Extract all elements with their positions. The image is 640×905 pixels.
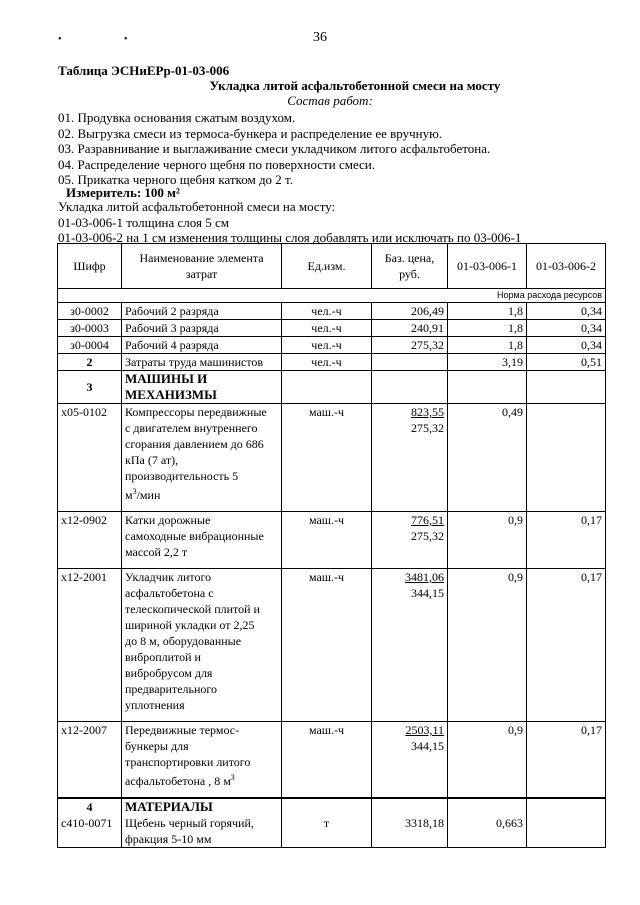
price-cell: 275,32: [372, 337, 448, 354]
description-line: 01-03-006-1 толщина слоя 5 см: [58, 214, 229, 230]
value1-cell: 0,9: [448, 722, 527, 799]
name-line: вибробрусом для: [125, 666, 213, 680]
name-line: предварительного: [125, 682, 218, 696]
name-line: транспортировки литого: [125, 755, 251, 769]
table-row: [58, 815, 606, 848]
base-price: 3481,06: [405, 570, 444, 584]
name-cell: [122, 404, 282, 512]
name-line: до 8 м, оборудованные: [125, 634, 242, 648]
table-title: Таблица ЭСНиЕРр-01-03-006: [58, 63, 230, 78]
value2-cell: 0,17: [527, 569, 606, 722]
section-name-line: МЕХАНИЗМЫ: [125, 387, 217, 402]
value2-cell: [527, 798, 606, 815]
code-cell: 2: [58, 354, 122, 371]
price-cell: [372, 354, 448, 371]
value1-cell: 0,663: [448, 815, 527, 848]
name-cell: [122, 815, 282, 848]
value2-cell: 0,34: [527, 303, 606, 320]
page-number: 36: [313, 30, 327, 45]
name-line: Катки дорожные: [125, 513, 211, 527]
unit-cell: чел.-ч: [282, 320, 372, 337]
price-cell: [372, 722, 448, 799]
unit-cell: т: [282, 815, 372, 848]
value2-cell: [527, 371, 606, 404]
norm-label: Норма расхода ресурсов: [58, 289, 606, 303]
name-cell: Рабочий 2 разряда: [122, 303, 282, 320]
section-code: 3: [58, 371, 122, 404]
price-cell: 206,49: [372, 303, 448, 320]
header-col2: 01-03-006-2: [527, 244, 606, 289]
machinist-row: [58, 354, 606, 371]
name-line: $м^3$/мин: [125, 487, 161, 502]
code-cell: з0-0003: [58, 320, 122, 337]
description-line: 01-03-006-2 на 1 см изменения толщины слоя добавлять или исключать по 03-006-1: [58, 230, 522, 245]
code-cell: х05-0102: [58, 404, 122, 512]
machinist-price: 344,15: [411, 586, 444, 600]
machines-section-row: [58, 371, 606, 404]
table-row: [58, 512, 606, 569]
table-row: [58, 569, 606, 722]
price-cell: [372, 371, 448, 404]
name-cell: Рабочий 3 разряда: [122, 320, 282, 337]
price-cell: 240,91: [372, 320, 448, 337]
table-subtitle: Укладка литой асфальтобетонной смеси на мосту: [209, 78, 501, 93]
value1-cell: 0,9: [448, 569, 527, 722]
section-name: МАТЕРИАЛЫ: [122, 798, 282, 815]
name-line: Компрессоры передвижные: [125, 405, 267, 419]
machinist-price: 275,32: [411, 421, 444, 435]
work-item: 01. Продувка основания сжатым воздухом.: [58, 110, 296, 125]
value1-cell: 0,49: [448, 404, 527, 512]
value1-cell: 0,9: [448, 512, 527, 569]
unit-cell: маш.-ч: [282, 722, 372, 799]
machinist-price: 275,32: [411, 529, 444, 543]
works-list: [58, 110, 490, 188]
name-line: уплотнения: [125, 698, 185, 712]
price-cell: 3318,18: [372, 815, 448, 848]
base-price: 823,55: [411, 405, 444, 419]
section-name-line: МАШИНЫ И: [125, 371, 208, 386]
meter: Измеритель: 100 м²: [66, 185, 180, 200]
name-cell: Затраты труда машинистов: [122, 354, 282, 371]
value2-cell: 0,34: [527, 337, 606, 354]
materials-section-row: [58, 798, 606, 815]
unit-cell: маш.-ч: [282, 404, 372, 512]
price-cell: [372, 798, 448, 815]
unit-cell: маш.-ч: [282, 569, 372, 722]
name-cell: [122, 512, 282, 569]
table-body: [58, 289, 606, 848]
value2-cell: 0,17: [527, 512, 606, 569]
header-col1: 01-03-006-1: [448, 244, 527, 289]
unit-cell: чел.-ч: [282, 303, 372, 320]
section-name: [122, 371, 282, 404]
value1-cell: [448, 371, 527, 404]
name-line: бункеры для: [125, 739, 189, 753]
table-row: [58, 337, 606, 354]
header-name: Наименование элемента затрат: [122, 244, 282, 289]
value2-cell: 0,34: [527, 320, 606, 337]
description-line: Укладка литой асфальтобетонной смеси на мосту:: [58, 199, 336, 214]
value1-cell: 1,8: [448, 320, 527, 337]
code-cell: з0-0002: [58, 303, 122, 320]
table-row: [58, 404, 606, 512]
table-row: [58, 722, 606, 799]
code-cell: х12-2007: [58, 722, 122, 799]
name-line: Щебень черный горячий,: [125, 816, 254, 830]
name-line: кПа (7 ат),: [125, 453, 179, 467]
scan-marks: • •: [58, 34, 158, 45]
unit-cell: маш.-ч: [282, 512, 372, 569]
code-cell: х12-0902: [58, 512, 122, 569]
value2-cell: [527, 404, 606, 512]
section-code: 4: [58, 798, 122, 815]
name-line: телескопической плитой и: [125, 602, 260, 616]
table-row: [58, 303, 606, 320]
value1-cell: 1,8: [448, 337, 527, 354]
value2-cell: 0,17: [527, 722, 606, 799]
base-price: 776,51: [411, 513, 444, 527]
name-line: асфальтобетона , 8 $м^3$: [125, 773, 235, 788]
name-line: асфальтобетона с: [125, 586, 214, 600]
name-line: сгорания давлением до 686: [125, 437, 264, 451]
table-row: [58, 320, 606, 337]
machinist-price: 344,15: [411, 739, 444, 753]
work-item: 03. Разравнивание и выглаживание смеси укладчиком литого асфальтобетона.: [58, 141, 491, 156]
work-item: 05. Прикатка черного щебня катком до 2 т.: [58, 172, 294, 187]
value1-cell: 3,19: [448, 354, 527, 371]
name-line: Передвижные термос-: [125, 723, 240, 737]
value1-cell: [448, 798, 527, 815]
price-cell: [372, 512, 448, 569]
name-cell: [122, 722, 282, 799]
name-line: массой 2,2 т: [125, 545, 188, 559]
resource-table: [57, 243, 606, 848]
header-price: Баз. цена, руб.: [372, 244, 448, 289]
name-line: виброплитой и: [125, 650, 201, 664]
work-item: 02. Выгрузка смеси из термоса-бункера и распределение ее вручную.: [58, 125, 443, 141]
value2-cell: 0,51: [527, 354, 606, 371]
works-title: Состав работ:: [287, 93, 373, 108]
unit-cell: [282, 798, 372, 815]
name-cell: Рабочий 4 разряда: [122, 337, 282, 354]
base-price: 2503,11: [405, 723, 444, 737]
name-line: Укладчик литого: [125, 570, 212, 584]
description: [58, 199, 521, 246]
code-cell: х12-2001: [58, 569, 122, 722]
table-header: [58, 244, 606, 289]
name-cell: [122, 569, 282, 722]
name-line: фракция 5-10 мм: [125, 832, 212, 846]
unit-cell: чел.-ч: [282, 337, 372, 354]
code-cell: с410-0071: [58, 815, 122, 848]
name-line: производительность 5: [125, 469, 239, 483]
value2-cell: [527, 815, 606, 848]
name-line: шириной укладки от 2,25: [125, 618, 255, 632]
unit-cell: чел.-ч: [282, 354, 372, 371]
header-code: Шифр: [58, 244, 122, 289]
name-line: с двигателем внутреннего: [125, 421, 258, 435]
work-item: 04. Распределение черного щебня по поверхности смеси.: [58, 156, 376, 172]
price-cell: [372, 569, 448, 722]
value1-cell: 1,8: [448, 303, 527, 320]
code-cell: з0-0004: [58, 337, 122, 354]
unit-cell: [282, 371, 372, 404]
price-cell: [372, 404, 448, 512]
header-unit: Ед.изм.: [282, 244, 372, 289]
norm-row: [58, 289, 606, 303]
name-line: самоходные вибрационные: [125, 529, 264, 543]
